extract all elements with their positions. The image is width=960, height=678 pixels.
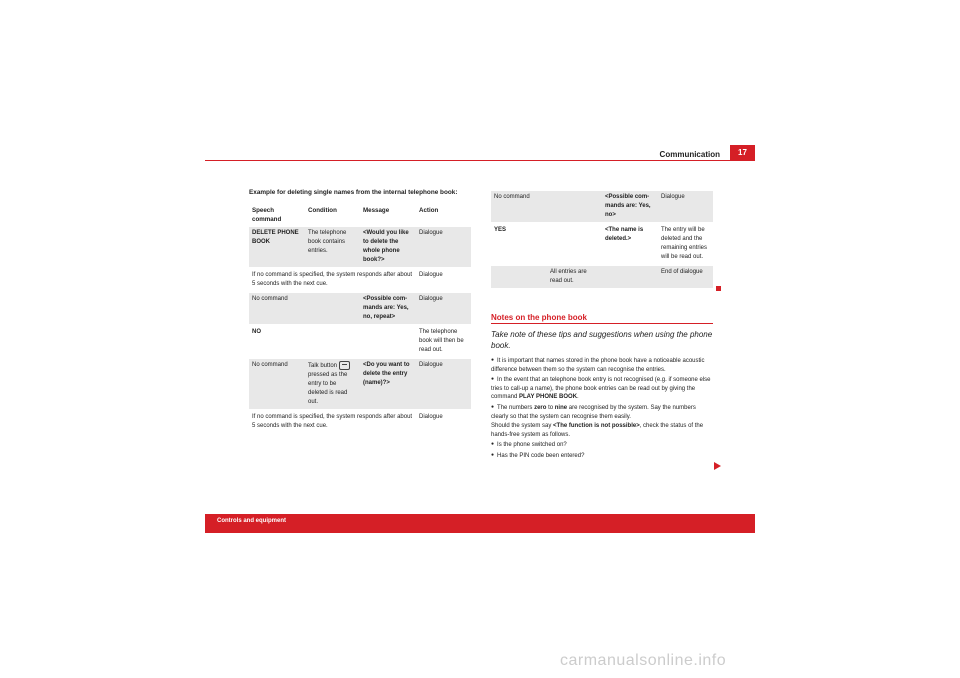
section-title: Notes on the phone book xyxy=(491,313,587,322)
condition-cell xyxy=(305,358,360,410)
action-cell: Dialogue xyxy=(416,268,471,292)
page-number: 17 xyxy=(730,145,755,161)
list-item xyxy=(491,451,713,461)
condition-cell: The telephone book contains entries. xyxy=(305,227,360,268)
condition-cell: All entries are read out. xyxy=(547,265,602,289)
action-cell: Dialogue xyxy=(416,227,471,268)
message-cell xyxy=(360,325,416,358)
list-item xyxy=(491,440,713,450)
condition-cell xyxy=(305,325,360,358)
timeout-note-cell: If no command is specified, the system responds after about 5 seconds with the next cue. xyxy=(249,410,416,434)
column-header: Message xyxy=(363,207,390,214)
delete-names-table-continued xyxy=(491,191,713,290)
condition-cell xyxy=(547,191,602,223)
table-row xyxy=(491,191,713,223)
note-text: to xyxy=(546,404,555,411)
header-rule xyxy=(205,160,730,161)
speech-command-cell: YES xyxy=(491,223,547,265)
note-text: The numbers xyxy=(497,404,535,411)
footer-bar xyxy=(205,514,755,533)
action-cell: Dialogue xyxy=(416,292,471,325)
continue-arrow-icon xyxy=(714,462,721,470)
action-cell: Dialogue xyxy=(658,191,713,223)
chapter-title: Communication xyxy=(659,150,720,159)
note-text: . xyxy=(577,394,579,401)
speech-command-cell xyxy=(491,265,547,289)
talk-button-icon xyxy=(339,361,350,370)
note-text: Should the system say xyxy=(491,423,554,430)
condition-cell xyxy=(305,292,360,325)
condition-text: pressed as the entry to be deleted is read out. xyxy=(308,372,348,406)
action-cell: Dialogue xyxy=(416,358,471,410)
section-subtitle: Take note of these tips and suggestions when using the phone book. xyxy=(491,330,713,350)
list-item xyxy=(491,403,713,421)
table-row xyxy=(249,227,471,268)
table-row xyxy=(249,325,471,358)
message-cell: <Would you like to delete the whole phone book?> xyxy=(360,227,416,268)
delete-names-table xyxy=(249,204,471,435)
note-text: , check the status of the hands-free system as follows. xyxy=(491,423,704,438)
command-text: nine xyxy=(554,404,568,411)
column-header: Speech command xyxy=(252,207,282,223)
footer-section-label: Controls and equipment xyxy=(217,518,286,524)
table-row xyxy=(249,292,471,325)
command-text: zero xyxy=(534,404,547,411)
speech-command-cell: No command xyxy=(249,292,305,325)
condition-cell xyxy=(547,223,602,265)
notes-body xyxy=(491,356,713,462)
speech-command-cell: No command xyxy=(249,358,305,410)
note-text: Is the phone switched on? xyxy=(497,442,567,449)
column-header: Action xyxy=(419,207,439,214)
message-cell: <Possible com-mands are: Yes, no, repeat> xyxy=(360,292,416,325)
end-of-section-marker xyxy=(716,286,721,291)
message-cell xyxy=(602,265,658,289)
column-header: Condition xyxy=(308,207,337,214)
note-text: In the event that an telephone book entry is not recognised (e.g. if someone else tries to call-up a name), the phone book entries can be read out by giving the command xyxy=(491,377,711,401)
action-cell: The entry will be deleted and the remaining entries will be read out. xyxy=(658,223,713,265)
note-text: Has the PIN code been entered? xyxy=(497,452,585,459)
table-row xyxy=(491,265,713,289)
action-cell: End of dialogue xyxy=(658,265,713,289)
example-title: Example for deleting single names from the internal telephone book: xyxy=(249,189,458,196)
message-cell: <Possible com-mands are: Yes, no> xyxy=(602,191,658,223)
table-header-row xyxy=(249,204,471,227)
list-item xyxy=(491,375,713,402)
command-text: PLAY PHONE BOOK xyxy=(519,394,578,401)
action-cell: Dialogue xyxy=(416,410,471,434)
speech-command-cell: DELETE PHONE BOOK xyxy=(249,227,305,268)
paragraph xyxy=(491,422,713,439)
message-cell: <Do you want to delete the entry (name)?> xyxy=(360,358,416,410)
action-cell: The telephone book will then be read out. xyxy=(416,325,471,358)
table-row xyxy=(249,268,471,292)
message-text: <The function is not possible> xyxy=(553,423,640,430)
table-row xyxy=(491,223,713,265)
note-text: are recognised by the system. Say the numbers clearly so that the system can recognise them easily. xyxy=(491,404,696,420)
list-item xyxy=(491,356,713,374)
speech-command-cell: No command xyxy=(491,191,547,223)
note-text: It is important that names stored in the phone book have a noticeable acoustic difference between them so the system can recognise the entries. xyxy=(491,358,705,373)
speech-command-cell: NO xyxy=(249,325,305,358)
table-row xyxy=(249,410,471,434)
section-rule xyxy=(491,323,713,324)
watermark-text: carmanualsonline.info xyxy=(560,652,727,669)
message-cell: <The name is deleted.> xyxy=(602,223,658,265)
talk-button-label: Talk button xyxy=(308,363,338,370)
timeout-note-cell: If no command is specified, the system responds after about 5 seconds with the next cue. xyxy=(249,268,416,292)
table-row xyxy=(249,358,471,410)
